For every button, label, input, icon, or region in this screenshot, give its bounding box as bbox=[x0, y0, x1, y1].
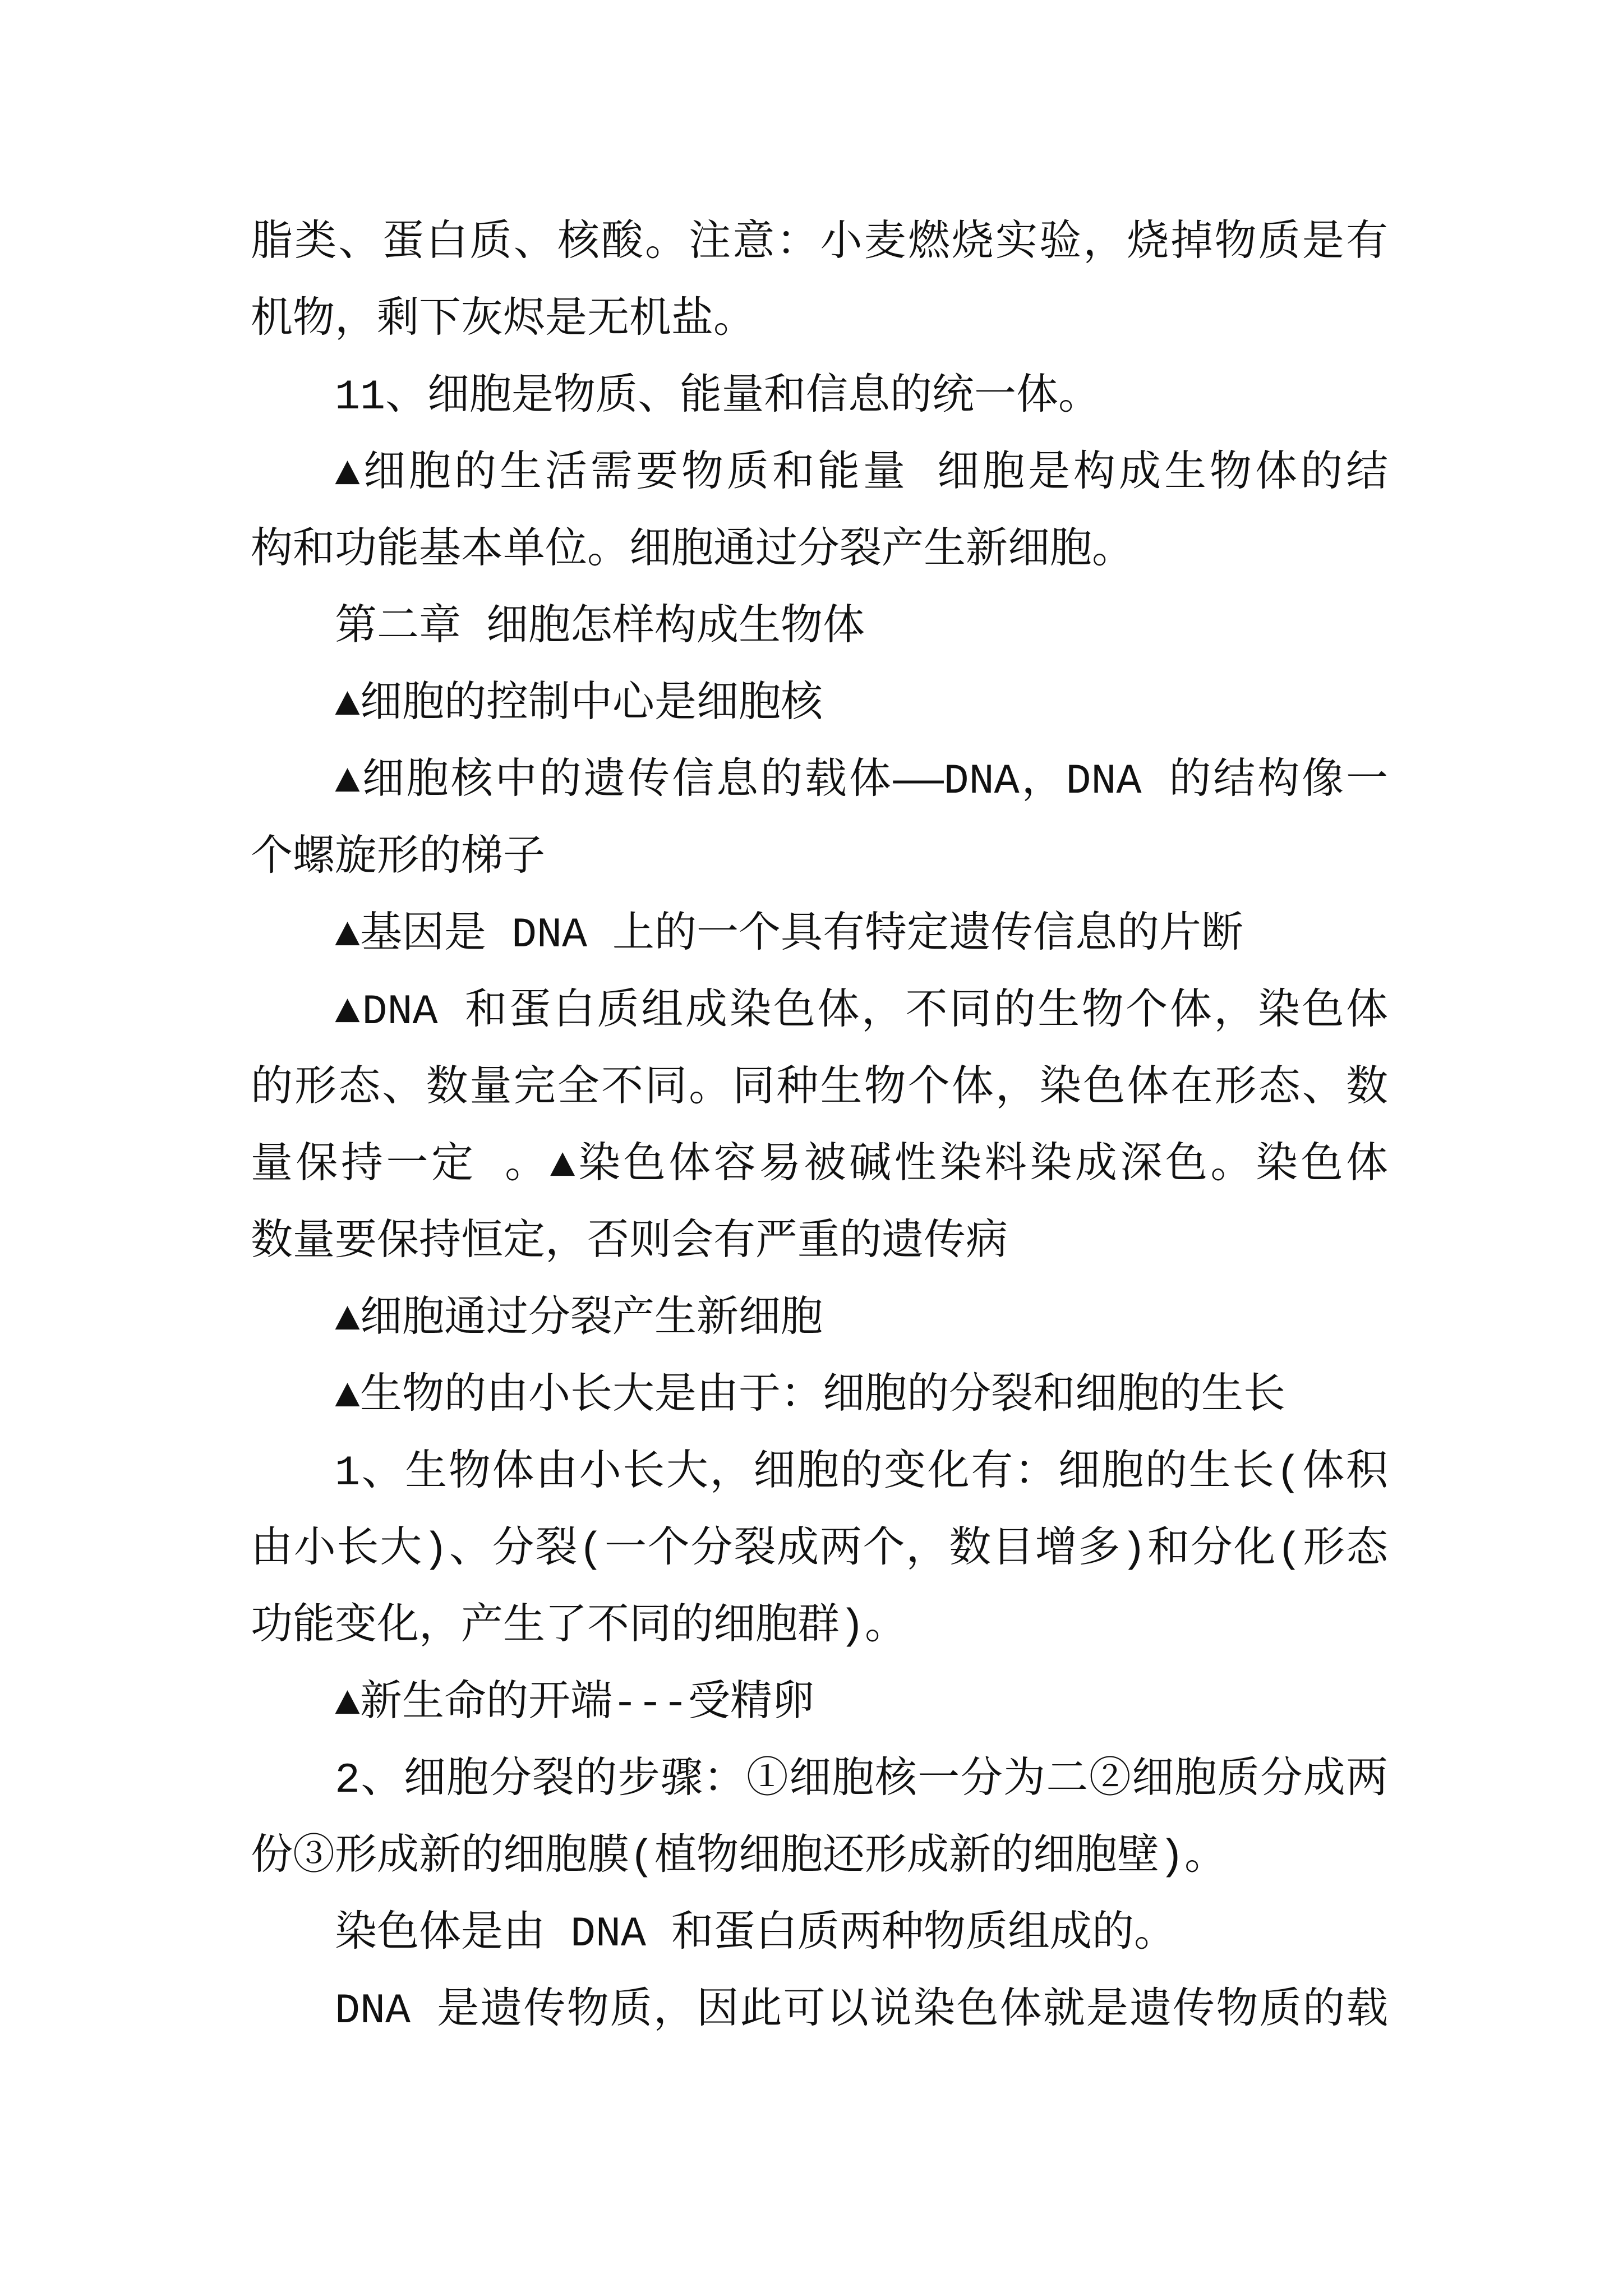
text-line: ▲基因是 DNA 上的一个具有特定遗传信息的片断 bbox=[335, 912, 1244, 959]
paragraph bbox=[251, 1358, 1388, 1435]
paragraph bbox=[251, 436, 1388, 590]
text-line: ▲新生命的开端---受精卵 bbox=[335, 1680, 815, 1728]
paragraph bbox=[251, 1435, 1388, 1665]
text-line: 脂类、蛋白质、核酸。注意：小麦燃烧实验，烧掉物质是有 bbox=[251, 220, 1388, 268]
paragraph bbox=[251, 1742, 1388, 1896]
text-line: ▲细胞的控制中心是细胞核 bbox=[335, 681, 823, 729]
paragraph bbox=[251, 359, 1388, 436]
paragraph bbox=[251, 1281, 1388, 1358]
chapter-heading bbox=[251, 590, 1388, 666]
text-line: DNA 是遗传物质，因此可以说染色体就是遗传物质的载 bbox=[335, 1987, 1388, 2035]
text-line: 量保持一定 。▲染色体容易被碱性染料染成深色。染色体 bbox=[251, 1142, 1388, 1190]
paragraph bbox=[251, 974, 1388, 1281]
text-line: 11、细胞是物质、能量和信息的统一体。 bbox=[335, 374, 1101, 421]
text-line: 构和功能基本单位。细胞通过分裂产生新细胞。 bbox=[251, 527, 1135, 575]
text-line: 由小长大)、分裂(一个分裂成两个，数目增多)和分化(形态 bbox=[251, 1526, 1388, 1574]
text-line: 份③形成新的细胞膜(植物细胞还形成新的细胞壁)。 bbox=[251, 1834, 1227, 1881]
paragraph bbox=[251, 1973, 1388, 2050]
text-line: ▲生物的由小长大是由于：细胞的分裂和细胞的生长 bbox=[335, 1373, 1286, 1420]
document-body bbox=[251, 205, 1388, 2050]
paragraph bbox=[251, 743, 1388, 897]
text-line: 2、细胞分裂的步骤：①细胞核一分为二②细胞质分成两 bbox=[335, 1757, 1388, 1805]
paragraph bbox=[251, 1665, 1388, 1742]
text-line: ▲DNA 和蛋白质组成染色体，不同的生物个体，染色体 bbox=[335, 988, 1388, 1036]
paragraph bbox=[251, 205, 1388, 359]
text-line: ▲细胞通过分裂产生新细胞 bbox=[335, 1296, 823, 1343]
text-line: 机物，剩下灰烬是无机盐。 bbox=[251, 297, 756, 344]
text-line: 功能变化，产生了不同的细胞群)。 bbox=[251, 1603, 907, 1651]
text-line: 第二章 细胞怎样构成生物体 bbox=[335, 604, 865, 652]
text-line: 1、生物体由小长大，细胞的变化有：细胞的生长(体积 bbox=[335, 1450, 1388, 1497]
paragraph bbox=[251, 1896, 1388, 1973]
text-line: 染色体是由 DNA 和蛋白质两种物质组成的。 bbox=[335, 1911, 1177, 1958]
paragraph bbox=[251, 897, 1388, 974]
text-line: ▲细胞的生活需要物质和能量 细胞是构成生物体的结 bbox=[335, 450, 1388, 498]
text-line: ▲细胞核中的遗传信息的载体——DNA，DNA 的结构像一 bbox=[335, 758, 1388, 806]
paragraph bbox=[251, 666, 1388, 743]
text-line: 个螺旋形的梯子 bbox=[251, 835, 546, 882]
text-line: 的形态、数量完全不同。同种生物个体，染色体在形态、数 bbox=[251, 1065, 1388, 1113]
text-line: 数量要保持恒定，否则会有严重的遗传病 bbox=[251, 1219, 1008, 1267]
